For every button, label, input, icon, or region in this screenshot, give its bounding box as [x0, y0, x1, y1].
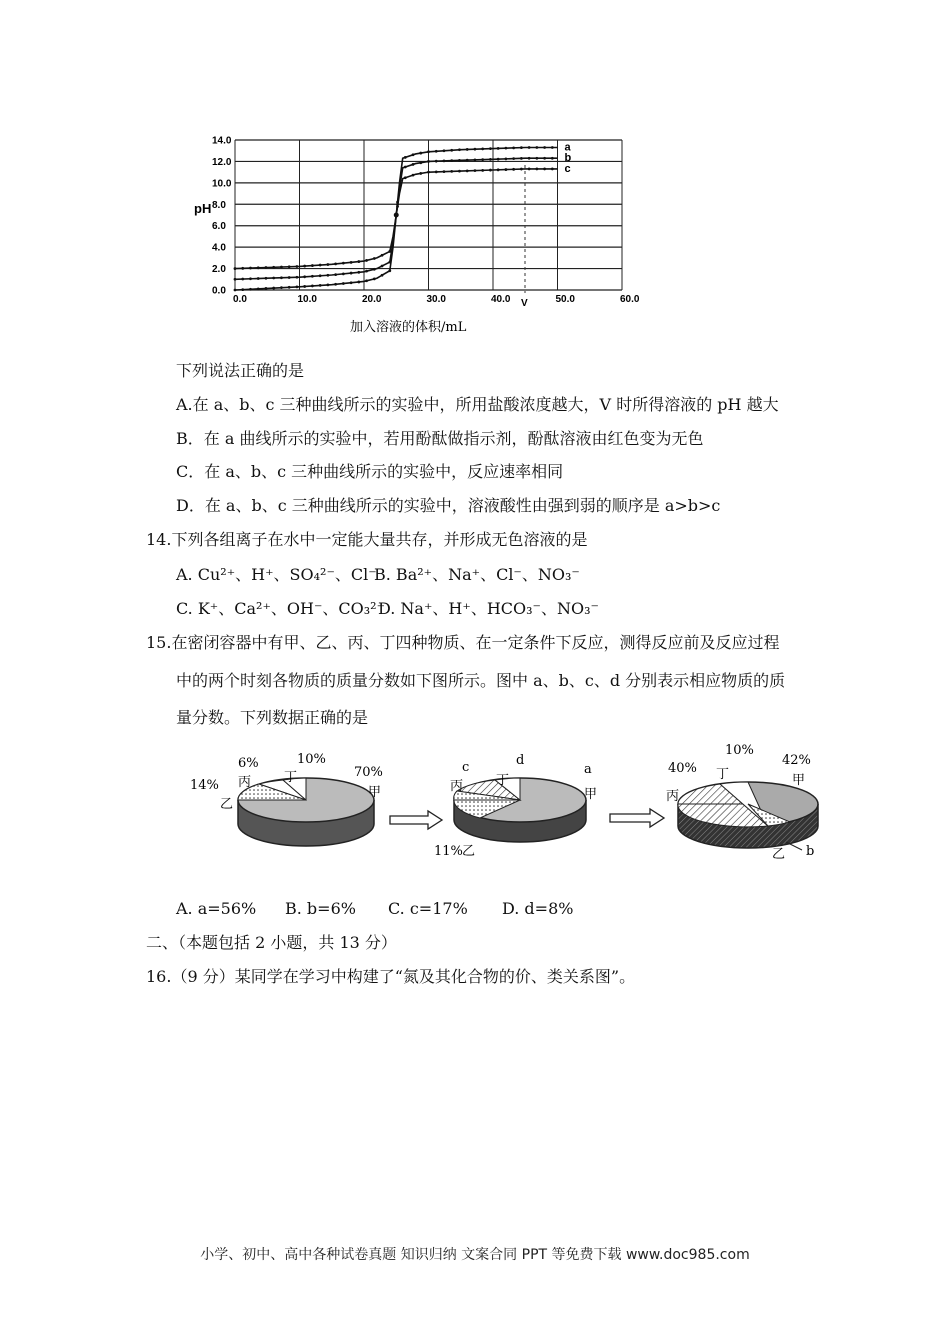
curve-a-point [419, 152, 422, 155]
q13-option-a: A.在 a、b、c 三种曲线所示的实验中，所用盐酸浓度越大，V 时所得溶液的 pH 越大 [176, 395, 779, 414]
q15-line3: 量分数。下列数据正确的是 [176, 708, 369, 727]
curve-b-point [388, 261, 391, 264]
curve-c-point [381, 254, 384, 257]
equivalence-point [394, 213, 399, 218]
curve-c-point [311, 264, 314, 267]
pie3-ding: 丁 [716, 767, 730, 782]
curve-c-point [435, 170, 438, 173]
curve-a-point [412, 153, 415, 156]
curve-c-point [234, 267, 237, 270]
curve-c-point [543, 168, 546, 171]
pie3-jia-pct: 42% [782, 753, 811, 768]
pie3-yi: 乙 [772, 847, 786, 862]
q13-option-d: D．在 a、b、c 三种曲线所示的实验中，溶液酸性由强到弱的顺序是 a>b>c [176, 496, 721, 515]
x-tick-label: 20.0 [362, 294, 382, 305]
q13-option-c: C．在 a、b、c 三种曲线所示的实验中，反应速率相同 [176, 462, 564, 481]
curve-b-point [350, 272, 353, 275]
pie1-jia: 甲 [368, 785, 382, 800]
curve-b-point [505, 157, 508, 160]
q14-option-a: A. Cu²⁺、H⁺、SO₄²⁻、Cl⁻ [176, 565, 377, 584]
curve-a-point [234, 289, 237, 292]
curve-c-point [551, 168, 554, 171]
curve-b-point [497, 158, 500, 161]
curve-b-point [272, 277, 275, 280]
curve-b-point [512, 157, 515, 160]
curve-b-point [474, 158, 477, 161]
curve-c-point [481, 169, 484, 172]
curve-b-point [551, 157, 554, 160]
curve-c-point [241, 267, 244, 270]
curve-c-point [288, 265, 291, 268]
curve-b-point [288, 276, 291, 279]
pie3-b: b [806, 844, 815, 859]
pie3-jia: 甲 [792, 773, 806, 788]
curve-c [235, 169, 558, 269]
pie1-ding-pct: 10% [297, 752, 326, 767]
curve-a-point [373, 277, 376, 280]
curve-a-point [435, 150, 438, 153]
curve-a-point [505, 147, 508, 150]
pie3-bing: 丙 [666, 789, 680, 804]
pie2-c: c [462, 760, 470, 775]
v-marker-label: V [521, 298, 528, 309]
curve-b-point [319, 274, 322, 277]
curve-b-point [404, 166, 407, 169]
pie2-a: a [584, 762, 592, 777]
arrow-1 [390, 811, 442, 829]
q15-line1: 15.在密闭容器中有甲、乙、丙、丁四种物质、在一定条件下反应，测得反应前及反应过程 [146, 633, 780, 652]
y-tick-label: 6.0 [212, 221, 226, 233]
curve-c-point [257, 266, 260, 269]
curve-b-point [489, 158, 492, 161]
curve-b-point [535, 157, 538, 160]
page-footer: 小学、初中、高中各种试卷真题 知识归纳 文案合同 PPT 等免费下载 www.doc985.com [200, 1247, 750, 1263]
y-tick-label: 8.0 [212, 199, 226, 211]
curve-a-point [497, 147, 500, 150]
pie-charts-figure [180, 740, 840, 870]
curve-c-point [249, 267, 252, 270]
curve-a-point [489, 147, 492, 150]
curve-b-point [381, 265, 384, 268]
curve-b-point [234, 278, 237, 281]
pie2-yi: 乙 [462, 844, 476, 859]
y-tick-labels [212, 136, 232, 297]
pie1-yi: 乙 [220, 797, 234, 812]
curve-a-point [241, 288, 244, 291]
curve-b-point [543, 157, 546, 160]
curve-c-point [497, 168, 500, 171]
curve-b-point [311, 275, 314, 278]
curve-a-point [365, 279, 368, 282]
curve-b-point [412, 163, 415, 166]
curve-a-point [458, 148, 461, 151]
y-tick-label: 2.0 [212, 264, 226, 276]
curve-c-point [419, 172, 422, 175]
curve-b-point [458, 159, 461, 162]
curve-c-point [427, 171, 430, 174]
y-axis-label: pH [194, 201, 212, 216]
q15-option-b: B. b=6% [285, 899, 356, 918]
curve-b-point [265, 277, 268, 280]
curve-b-point [241, 278, 244, 281]
curve-b-point [303, 275, 306, 278]
curve-a-point [319, 284, 322, 287]
curve-a-point [350, 281, 353, 284]
q14-option-b: B. Ba²⁺、Na⁺、Cl⁻、NO₃⁻ [374, 565, 580, 584]
curve-c-point [326, 263, 329, 266]
curve-labels [565, 142, 572, 175]
pie2-yi-pct: 11% [434, 844, 463, 859]
curve-c-point [280, 266, 283, 269]
curve-a-point [474, 148, 477, 151]
pie2-jia: 甲 [584, 787, 598, 802]
curve-a-point [535, 146, 538, 149]
curve-a-point [388, 269, 391, 272]
x-tick-label: 0.0 [233, 294, 247, 305]
curve-a-point [257, 287, 260, 290]
arrow-2 [610, 809, 664, 827]
curve-b-point [280, 276, 283, 279]
q13-option-b: B．在 a 曲线所示的实验中，若用酚酞做指示剂，酚酞溶液由红色变为无色 [176, 429, 704, 448]
curve-c-point [303, 265, 306, 268]
curve-b-point [334, 273, 337, 276]
curve-a-point [443, 149, 446, 152]
x-tick-label: 10.0 [297, 294, 317, 305]
curve-c-point [342, 262, 345, 265]
curve-c-point [265, 266, 268, 269]
curve-label-a: a [564, 141, 571, 154]
ph-curves [234, 146, 558, 291]
q15-option-a: A. a=56% [176, 899, 257, 918]
pie-after [678, 782, 818, 848]
curve-a-point [334, 283, 337, 286]
curve-a-point [404, 156, 407, 159]
curve-b-point [520, 157, 523, 160]
curve-c-point [373, 257, 376, 260]
pie2-d: d [516, 753, 525, 768]
curve-label-b: b [564, 152, 572, 165]
curve-a-point [296, 286, 299, 289]
curve-b-point [435, 160, 438, 163]
curve-b-point [326, 274, 329, 277]
curve-c-point [512, 168, 515, 171]
curve-a-point [427, 150, 430, 153]
curve-b-point [427, 160, 430, 163]
curve-c-point [528, 168, 531, 171]
curve-b-point [357, 271, 360, 274]
curve-b-point [257, 277, 260, 280]
curve-b-point [373, 268, 376, 271]
curve-b-point [419, 161, 422, 164]
q14-option-c: C. K⁺、Ca²⁺、OH⁻、CO₃²⁻ [176, 599, 386, 618]
curve-c-point [535, 168, 538, 171]
curve-c-point [505, 168, 508, 171]
q13-stem: 下列说法正确的是 [176, 361, 305, 380]
curve-c-point [474, 169, 477, 172]
x-tick-label: 60.0 [620, 294, 640, 305]
q15-option-d: D. d=8% [502, 899, 574, 918]
curve-a-point [543, 146, 546, 149]
curve-c-point [443, 170, 446, 173]
curve-a-point [357, 281, 360, 284]
y-tick-label: 4.0 [212, 242, 226, 254]
curve-b-point [466, 159, 469, 162]
curve-a-point [512, 146, 515, 149]
pie2-bing: 丙 [450, 779, 464, 794]
curve-b-point [342, 272, 345, 275]
curve-c-point [296, 265, 299, 268]
q14-stem: 14.下列各组离子在水中一定能大量共存，并形成无色溶液的是 [146, 530, 588, 549]
curve-a-point [326, 284, 329, 287]
y-tick-label: 14.0 [212, 135, 232, 147]
curve-c-point [388, 250, 391, 253]
pie3-bing-pct: 40% [668, 761, 697, 776]
curve-a-point [551, 146, 554, 149]
curve-c-point [458, 170, 461, 173]
y-tick-label: 12.0 [212, 156, 232, 168]
x-tick-label: 30.0 [426, 294, 446, 305]
curve-c-point [466, 169, 469, 172]
curve-c-point [404, 176, 407, 179]
curve-b-point [365, 270, 368, 273]
pie1-bing-pct: 6% [238, 756, 259, 771]
curve-b-point [443, 160, 446, 163]
curve-a-point [272, 287, 275, 290]
curve-a-point [342, 282, 345, 285]
curve-a-point [303, 285, 306, 288]
x-tick-label: 40.0 [491, 294, 511, 305]
curve-a-point [481, 148, 484, 151]
curve-a-point [288, 286, 291, 289]
curve-c-point [350, 261, 353, 264]
curve-c-point [319, 264, 322, 267]
curve-c-point [450, 170, 453, 173]
curve-b-point [249, 277, 252, 280]
curve-c-point [334, 263, 337, 266]
curve-c-point [365, 259, 368, 262]
x-tick-label: 50.0 [555, 294, 575, 305]
curve-label-c: c [564, 162, 571, 175]
curve-a-point [249, 288, 252, 291]
curve-a-point [311, 285, 314, 288]
curve-a-point [381, 274, 384, 277]
curve-b-point [528, 157, 531, 160]
curve-a-point [466, 148, 469, 151]
ph-chart [190, 125, 640, 340]
pie1-yi-pct: 14% [190, 778, 219, 793]
curve-b-point [450, 159, 453, 162]
q16-stem: 16.（9 分）某同学在学习中构建了“氮及其化合物的价、类关系图”。 [146, 967, 636, 986]
curve-c-point [489, 169, 492, 172]
curve-a-point [265, 287, 268, 290]
curve-c-point [396, 205, 399, 208]
pie1-ding: 丁 [284, 770, 298, 785]
pie-before [238, 778, 374, 846]
curve-b-point [481, 158, 484, 161]
x-tick-labels [233, 294, 640, 305]
q14-option-d: D. Na⁺、H⁺、HCO₃⁻、NO₃⁻ [378, 599, 599, 618]
x-axis-label: 加入溶液的体积/mL [350, 320, 467, 335]
curve-a-point [528, 146, 531, 149]
curve-c-point [272, 266, 275, 269]
curve-c-point [357, 260, 360, 263]
curve-c-point [520, 168, 523, 171]
pie3-ding-pct: 10% [725, 743, 754, 758]
curve-a-point [280, 286, 283, 289]
curve-a-point [450, 149, 453, 152]
section-2-heading: 二、（本题包括 2 小题，共 13 分） [146, 933, 397, 952]
curve-a-point [520, 146, 523, 149]
q15-line2: 中的两个时刻各物质的质量分数如下图所示。图中 a、b、c、d 分别表示相应物质的质 [176, 671, 786, 690]
q15-option-c: C. c=17% [388, 899, 468, 918]
curve-c-point [412, 174, 415, 177]
y-tick-label: 0.0 [212, 285, 226, 297]
pie2-ding: 丁 [496, 773, 510, 788]
curve-b-point [296, 276, 299, 279]
pie1-bing: 丙 [238, 775, 252, 790]
pie1-jia-pct: 70% [354, 765, 383, 780]
pie-during [454, 778, 586, 842]
y-tick-label: 10.0 [212, 178, 232, 190]
